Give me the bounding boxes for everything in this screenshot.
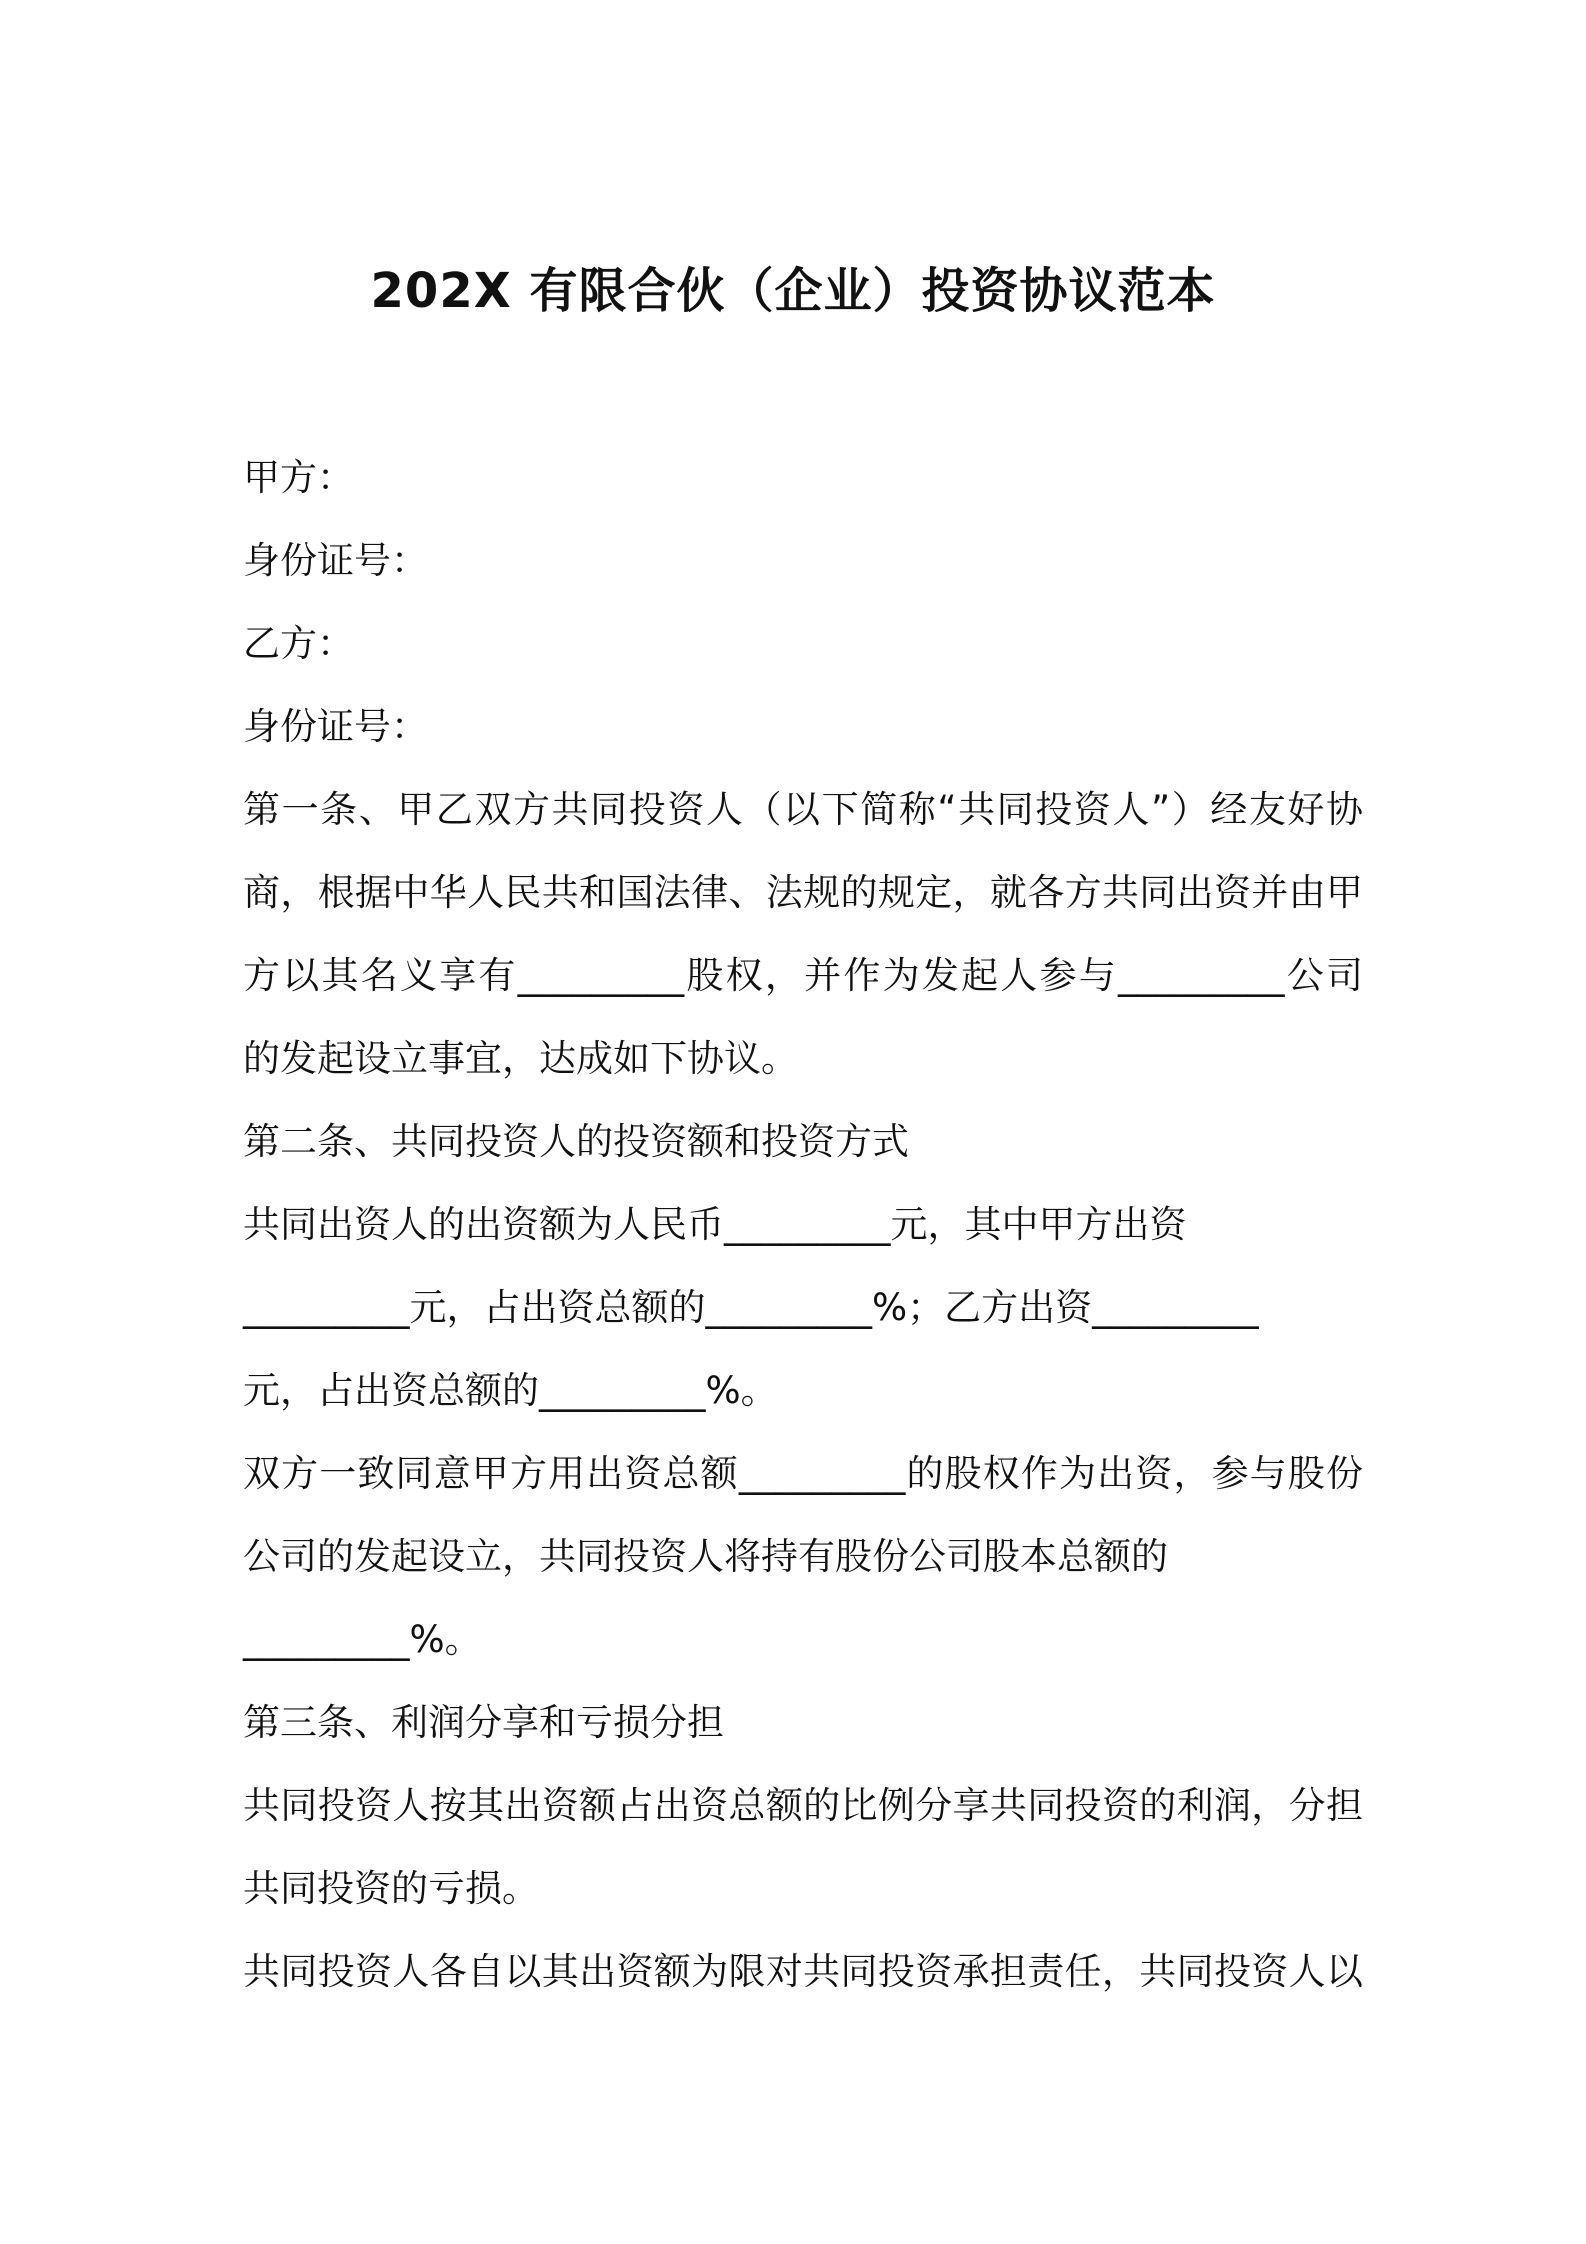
document-body [243, 448, 1363, 2025]
article-2-line-1: 共同出资人的出资额为人民币_________元，其中甲方出资 [243, 1203, 1187, 1246]
article-2-line-6: _________%。 [243, 1618, 482, 1661]
article-2-line-4: 双方一致同意甲方用出资总额_________的股权作为出资，参与股份 [243, 1452, 1363, 1495]
party-b-id-label: 身份证号： [243, 705, 428, 748]
document-title: 202X 有限合伙（企业）投资协议范本 [370, 263, 1216, 319]
party-a-label: 甲方： [243, 456, 354, 499]
article-2-heading: 第二条、共同投资人的投资额和投资方式 [243, 1120, 909, 1163]
article-1-line-3: 方以其名义享有_________股权，并作为发起人参与_________公司 [243, 954, 1363, 997]
article-3-line-1: 共同投资人按其出资额占出资总额的比例分享共同投资的利润，分担 [243, 1784, 1363, 1827]
article-2-line-5: 公司的发起设立，共同投资人将持有股份公司股本总额的 [243, 1535, 1168, 1578]
party-b-label: 乙方： [243, 622, 354, 665]
article-2-line-2: _________元，占出资总额的_________%；乙方出资_________ [243, 1286, 1259, 1329]
party-a-id-label: 身份证号： [243, 539, 428, 582]
article-3-line-2: 共同投资的亏损。 [243, 1867, 539, 1910]
article-3-line-3: 共同投资人各自以其出资额为限对共同投资承担责任，共同投资人以 [243, 1950, 1363, 1993]
article-1-line-4: 的发起设立事宜，达成如下协议。 [243, 1037, 798, 1080]
article-1-line-1: 第一条、甲乙双方共同投资人（以下简称“共同投资人”）经友好协 [243, 788, 1363, 831]
article-3-heading: 第三条、利润分享和亏损分担 [243, 1701, 724, 1744]
article-2-line-3: 元，占出资总额的_________%。 [243, 1369, 778, 1412]
article-1-line-2: 商，根据中华人民共和国法律、法规的规定，就各方共同出资并由甲 [243, 871, 1363, 914]
